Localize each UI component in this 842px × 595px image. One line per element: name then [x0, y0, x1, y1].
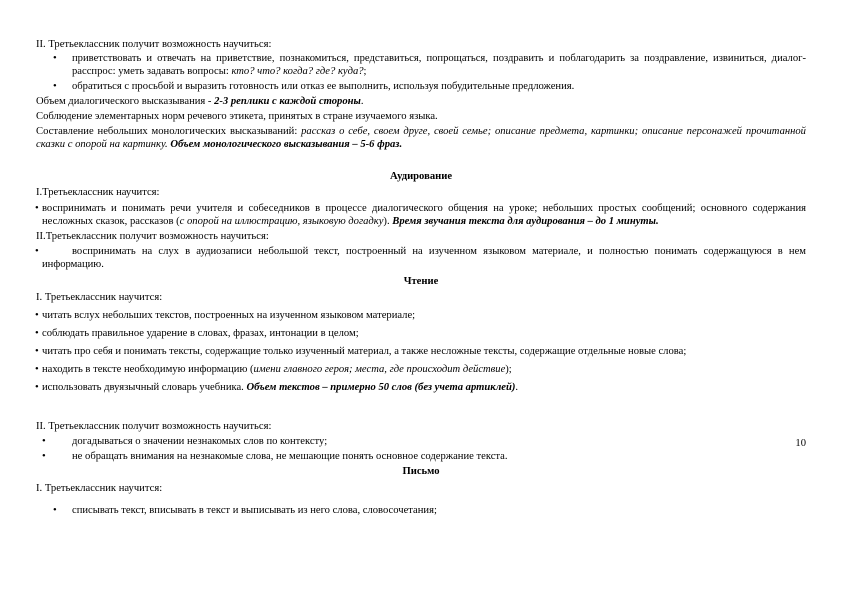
listening-heading-2: II.Третьеклассник получит возможность научиться:: [36, 231, 269, 242]
listening-heading: I.Третьеклассник научится:: [36, 187, 160, 198]
bullet: •: [35, 203, 39, 214]
page-number: 10: [795, 438, 806, 449]
reading-item-1: • читать вслух небольших текстов, построенных на изученном языковом материале;: [35, 310, 416, 321]
bullet: •: [42, 436, 46, 447]
bullet: •: [35, 246, 39, 257]
bullet: •: [53, 53, 57, 64]
b1-item-1: • приветствовать и отвечать на приветствие, познакомиться, представиться, попрощаться, поздравить и поблагодарить за поздравление, извиниться, диалог-расспрос: уметь задавать вопросы: кто? что? когда? где? куда?;: [53, 53, 806, 77]
section-title-listening: Аудирование: [389, 171, 453, 182]
b1-heading: II. Третьеклассник получит возможность научиться:: [36, 39, 272, 50]
section-title-reading: Чтение: [403, 276, 439, 287]
monologue-paragraph: Составление небольших монологических высказываний: рассказ о себе, своем друге, своей семье; описание предмета, картинки; описание персонажей прочитанной сказки с опорой на картинку. Объем монологического высказывания – 5-6 фраз.: [36, 126, 806, 150]
bullet: •: [35, 346, 39, 357]
bullet: •: [35, 364, 39, 375]
reading-item-5: • использовать двуязычный словарь учебника. Объем текстов – примерно 50 слов (без учета артиклей).: [35, 382, 519, 393]
reading-heading: I. Третьеклассник научится:: [36, 292, 163, 303]
document-page: [36, 38, 806, 517]
reading-item-2: • соблюдать правильное ударение в словах, фразах, интонации в целом;: [35, 328, 359, 339]
section-title-writing: Письмо: [402, 466, 440, 477]
b1-item-2: • обратиться с просьбой и выразить готовность или отказ ее выполнить, используя побудительные предложения.: [53, 81, 575, 92]
writing-heading: I. Третьеклассник научится:: [36, 483, 163, 494]
listening-item-1: • воспринимать и понимать речи учителя и собеседников в процессе диалогического общения на уроке; небольших простых сообщений; основного содержания несложных сказок, рассказов (с опорой на иллюстрацию, языковую догадку). Время звучания текста для аудирования – до 1 минуты.: [35, 203, 806, 227]
reading-item-3: • читать про себя и понимать тексты, содержащие только изученный материал, а также несложные тексты, содержащие отдельные новые слова;: [35, 346, 687, 357]
b2-item-1: • догадываться о значении незнакомых слов по контексту;: [42, 436, 328, 447]
listening-item-2: • воспринимать на слух в аудиозаписи небольшой текст, построенный на изученном языковом материале, и полностью понимать содержащуюся в нем информацию.: [35, 246, 806, 270]
bullet: •: [53, 81, 57, 92]
bullet: •: [53, 505, 57, 516]
bullet: •: [35, 382, 39, 393]
writing-item-1: • списывать текст, вписывать в текст и выписывать из него слова, словосочетания;: [53, 505, 437, 516]
bullet: •: [35, 310, 39, 321]
bullet: •: [35, 328, 39, 339]
dialog-volume: Объем диалогического высказывания - 2-3 реплики с каждой стороны.: [36, 96, 364, 107]
b2-item-2: • не обращать внимания на незнакомые слова, не мешающие понять основное содержание текста.: [42, 451, 508, 462]
etiquette-line: Соблюдение элементарных норм речевого этикета, принятых в стране изучаемого языка.: [36, 111, 438, 122]
b2-heading: II. Третьеклассник получит возможность научиться:: [36, 421, 272, 432]
bullet: •: [42, 451, 46, 462]
reading-item-4: • находить в тексте необходимую информацию (имени главного героя; места, где происходит действие);: [35, 364, 512, 375]
